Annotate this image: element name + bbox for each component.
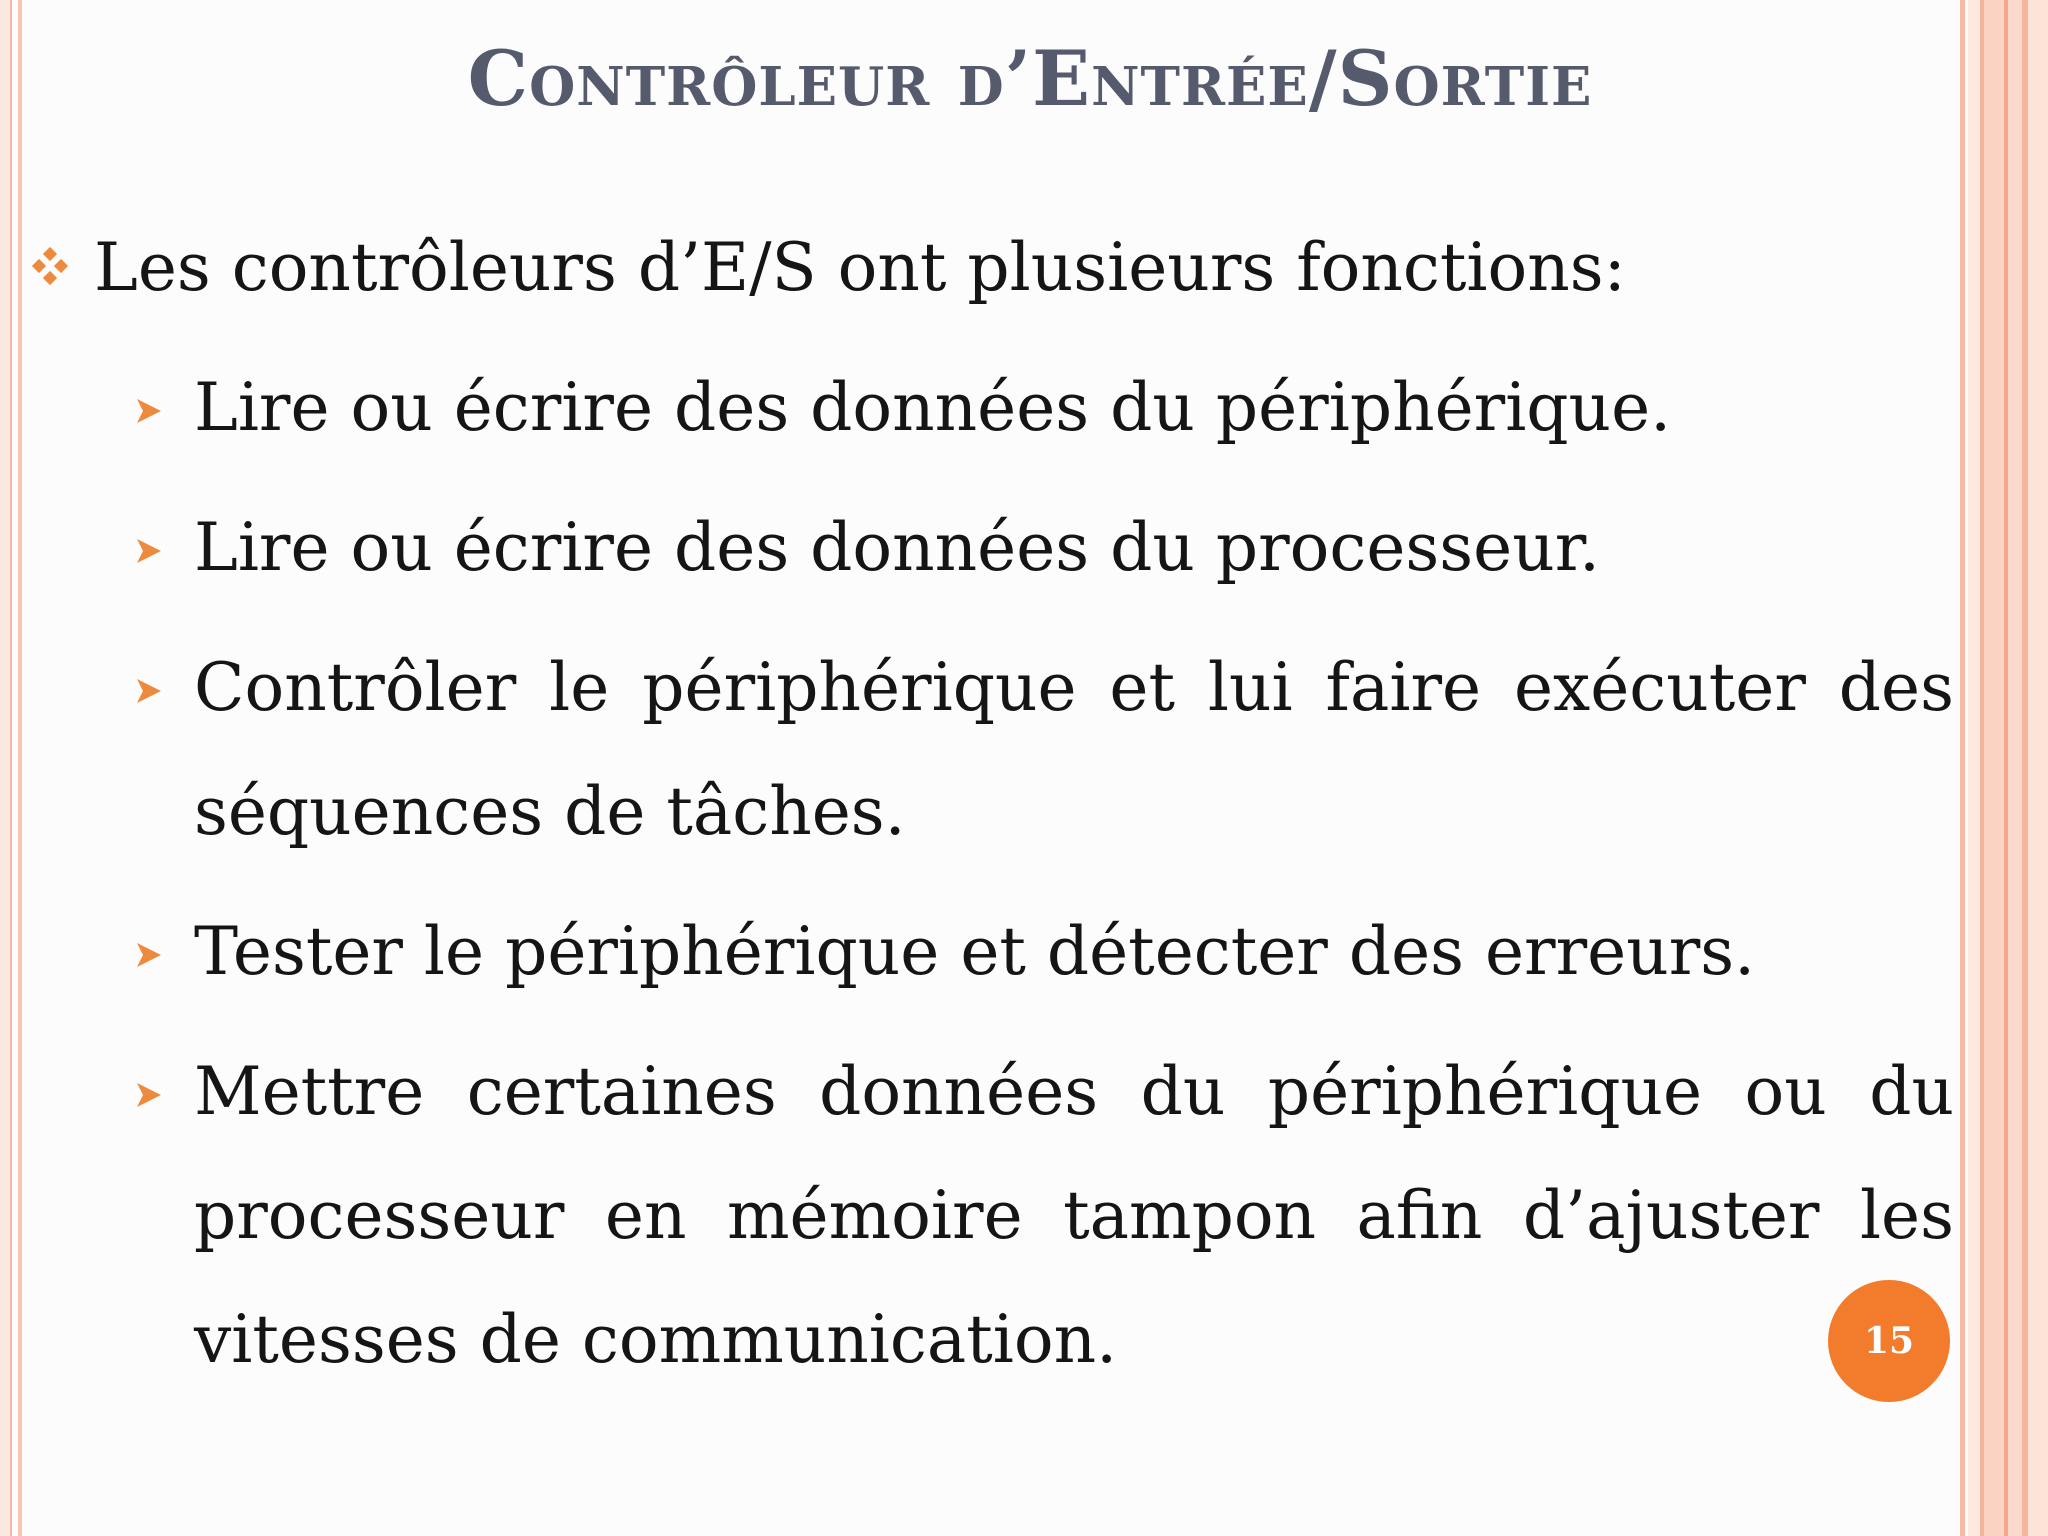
arrowhead-bullet-icon [134, 676, 164, 706]
left-border-line-inner [18, 0, 22, 1536]
arrowhead-bullet-icon [134, 536, 164, 566]
slide-title: Contrôleur d’Entrée/Sortie [467, 34, 1593, 123]
list-item-text: Lire ou écrire des données du processeur. [194, 509, 1601, 586]
right-stripe [1968, 0, 1980, 1536]
right-stripe [1984, 0, 2004, 1536]
page-number-badge: 15 [1828, 1280, 1950, 1402]
right-stripe [2008, 0, 2022, 1536]
list-item-text: Mettre certaines données du périphérique ou du processeur en mémoire tampon afin d’ajuster les vitesses de communication. [194, 1053, 1954, 1378]
right-stripe [1960, 0, 1965, 1536]
list-item-text: Tester le périphérique et détecter des erreurs. [194, 913, 1756, 990]
intro-text: Les contrôleurs d’E/S ont plusieurs fonctions: [94, 229, 1626, 306]
list-item-text: Contrôler le périphérique et lui faire exécuter des séquences de tâches. [194, 649, 1954, 850]
arrowhead-bullet-icon [134, 940, 164, 970]
list-item-text: Lire ou écrire des données du périphérique. [194, 369, 1672, 446]
left-border-fill [0, 0, 10, 1536]
intro-bullet [30, 228, 1626, 308]
left-border-line [10, 0, 12, 1536]
arrowhead-bullet-icon [134, 396, 164, 426]
four-diamond-bullet-icon [30, 247, 70, 287]
right-stripe [2028, 0, 2048, 1536]
arrowhead-bullet-icon [134, 1080, 164, 1110]
